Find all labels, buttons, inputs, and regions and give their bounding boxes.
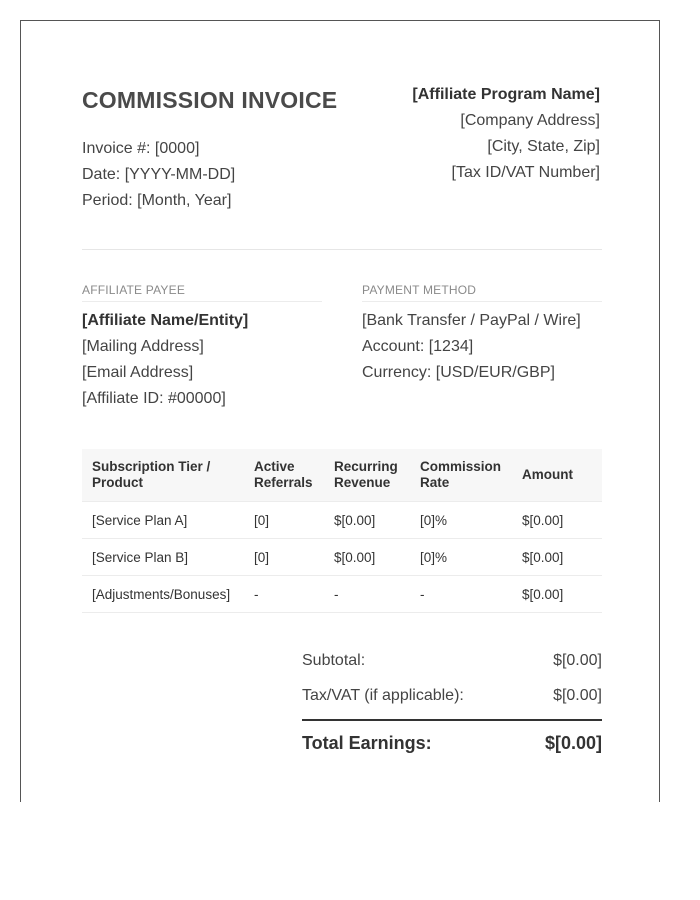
payee-block [82, 281, 322, 412]
cell-active-referrals: - [248, 576, 328, 613]
header-amount: Amount [516, 449, 602, 502]
invoice-number: Invoice #: [0000] [82, 140, 200, 157]
payment-currency: Currency: [USD/EUR/GBP] [362, 364, 555, 381]
total-row [302, 733, 602, 754]
table-row [82, 576, 602, 613]
company-city: [City, State, Zip] [487, 138, 600, 155]
cell-recurring-revenue: $[0.00] [328, 502, 414, 539]
totals-block [302, 649, 602, 754]
payee-mailing-address: [Mailing Address] [82, 338, 204, 355]
table-header-row [82, 449, 602, 502]
payee-name: [Affiliate Name/Entity] [82, 312, 249, 329]
cell-commission-rate: [0]% [414, 539, 516, 576]
cell-active-referrals: [0] [248, 539, 328, 576]
cell-amount: $[0.00] [516, 539, 602, 576]
payee-label: AFFILIATE PAYEE [82, 281, 322, 302]
invoice-period: Period: [Month, Year] [82, 192, 232, 209]
cell-product: [Service Plan B] [82, 539, 248, 576]
cell-commission-rate: - [414, 576, 516, 613]
cell-amount: $[0.00] [516, 502, 602, 539]
payment-label: PAYMENT METHOD [362, 281, 602, 302]
company-name: [Affiliate Program Name] [412, 86, 600, 103]
payment-block [362, 281, 602, 386]
invoice-meta [82, 136, 235, 214]
tax-label: Tax/VAT (if applicable): [302, 687, 464, 704]
header-active-referrals: Active Referrals [248, 449, 328, 502]
tax-value: $[0.00] [553, 687, 602, 704]
invoice-date: Date: [YYYY-MM-DD] [82, 166, 236, 183]
payment-account: Account: [1234] [362, 338, 474, 355]
invoice-page [20, 20, 660, 802]
payment-method: [Bank Transfer / PayPal / Wire] [362, 312, 581, 329]
cell-amount: $[0.00] [516, 576, 602, 613]
header-product: Subscription Tier / Product [82, 449, 248, 502]
payee-id: [Affiliate ID: #00000] [82, 390, 226, 407]
cell-product: [Adjustments/Bonuses] [82, 576, 248, 613]
cell-active-referrals: [0] [248, 502, 328, 539]
commission-table [82, 449, 602, 613]
total-label: Total Earnings: [302, 733, 432, 753]
table-row [82, 502, 602, 539]
totals-rule [302, 719, 602, 721]
cell-commission-rate: [0]% [414, 502, 516, 539]
subtotal-label: Subtotal: [302, 652, 366, 669]
total-value: $[0.00] [544, 733, 602, 753]
invoice-title: COMMISSION INVOICE [82, 87, 338, 113]
subtotal-row [302, 649, 602, 684]
cell-recurring-revenue: - [328, 576, 414, 613]
payee-email: [Email Address] [82, 364, 194, 381]
header-divider [82, 249, 602, 250]
subtotal-value: $[0.00] [553, 652, 602, 669]
table-row [82, 539, 602, 576]
cell-recurring-revenue: $[0.00] [328, 539, 414, 576]
company-block [412, 82, 600, 186]
header-recurring-revenue: Recurring Revenue [328, 449, 414, 502]
tax-row [302, 684, 602, 719]
company-tax-id: [Tax ID/VAT Number] [451, 164, 600, 181]
cell-product: [Service Plan A] [82, 502, 248, 539]
header-commission-rate: Commission Rate [414, 449, 516, 502]
company-address: [Company Address] [460, 112, 600, 129]
